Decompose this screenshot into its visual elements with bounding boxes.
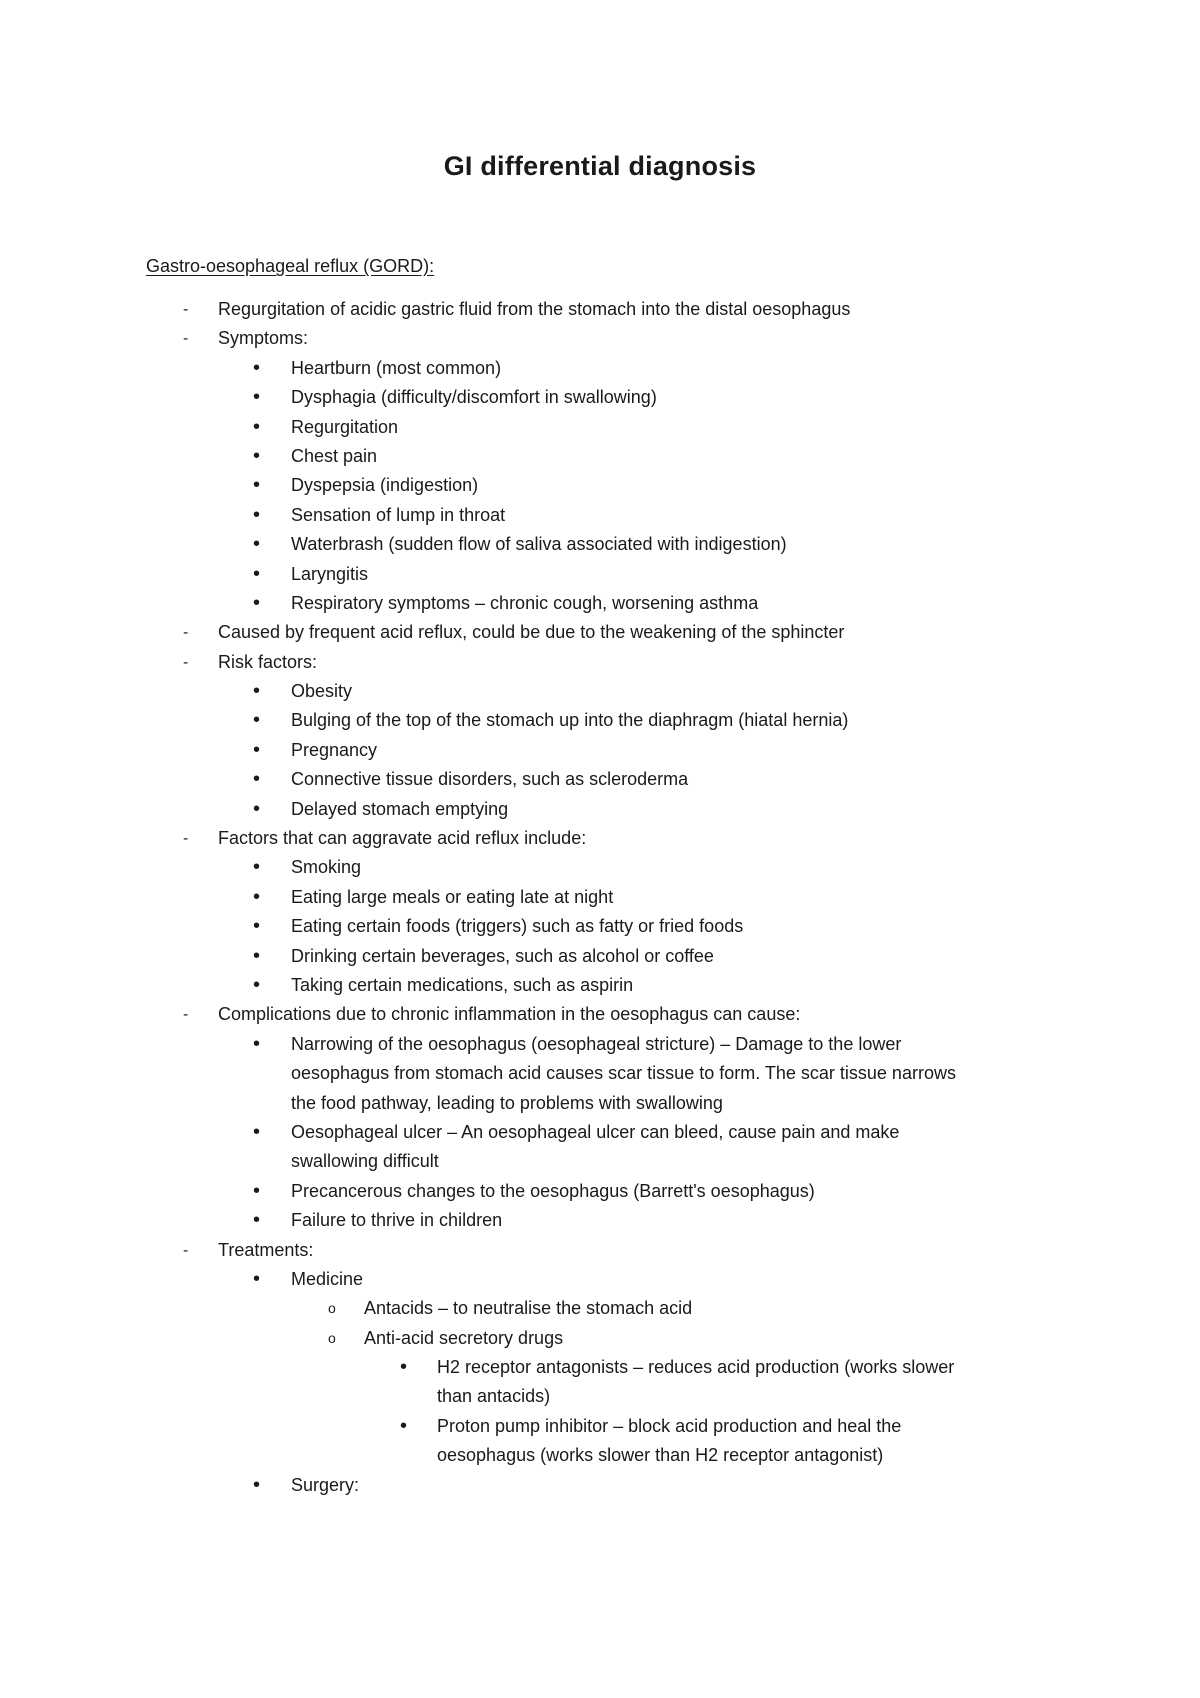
list-item-text: Connective tissue disorders, such as scleroderma: [291, 769, 689, 790]
bullet-marker: •: [253, 738, 261, 761]
page-title: GI differential diagnosis: [443, 151, 757, 181]
list-item-text: Bulging of the top of the stomach up into the diaphragm (hiatal hernia): [291, 710, 849, 731]
list-item: [0, 1236, 1200, 1265]
dash-marker: -: [183, 624, 189, 642]
list-item: [0, 1118, 1200, 1147]
dash-marker: -: [183, 301, 189, 318]
list-item-text: Sensation of lump in throat: [291, 504, 506, 525]
list-item-text: Narrowing of the oesophagus (oesophageal stricture) – Damage to the lower: [291, 1033, 902, 1054]
bullet-marker: •: [253, 386, 261, 409]
list-item-continuation: [0, 1089, 1200, 1118]
list-item-text: Pregnancy: [291, 739, 378, 760]
list-item-text: Caused by frequent acid reflux, could be due to the weakening of the sphincter: [218, 622, 845, 643]
list-item: [0, 824, 1200, 853]
list-item-text: Laryngitis: [291, 563, 369, 584]
list-item: [0, 677, 1200, 706]
list-item: [0, 1324, 1200, 1353]
dash-marker: -: [183, 653, 189, 671]
list-item: [0, 383, 1200, 412]
list-item-text: Precancerous changes to the oesophagus (Barrett's oesophagus): [291, 1180, 815, 1201]
list-item: [0, 1000, 1200, 1029]
list-item-text: Smoking: [291, 857, 362, 878]
bullet-marker: •: [253, 474, 261, 497]
list-item: [0, 1206, 1200, 1235]
list-item: [0, 589, 1200, 618]
list-item-text: Eating large meals or eating late at night: [291, 886, 614, 907]
section-heading: Gastro-oesophageal reflux (GORD):: [146, 256, 435, 276]
bullet-marker: •: [253, 503, 261, 526]
list-item-text: Medicine: [291, 1268, 364, 1289]
bullet-marker: •: [253, 562, 261, 585]
bullet-marker: •: [253, 973, 261, 996]
list-item-text: Factors that can aggravate acid reflux include:: [218, 828, 587, 849]
list-item: [0, 1294, 1200, 1323]
list-item-text: Antacids – to neutralise the stomach acid: [364, 1298, 693, 1319]
list-item: [0, 942, 1200, 971]
dash-marker: -: [183, 1006, 189, 1024]
list-item: [0, 912, 1200, 941]
circle-marker: o: [328, 1300, 336, 1317]
list-item-text: Drinking certain beverages, such as alcohol or coffee: [291, 945, 714, 966]
list-item-text: Surgery:: [291, 1474, 360, 1495]
dash-marker: -: [183, 1241, 189, 1259]
list-item-text: Eating certain foods (triggers) such as fatty or fried foods: [291, 916, 744, 937]
list-item: [0, 736, 1200, 765]
list-item: [0, 295, 1200, 324]
bullet-marker: •: [253, 591, 261, 614]
list-item-text: Respiratory symptoms – chronic cough, worsening asthma: [291, 592, 759, 613]
bullet-marker: •: [253, 1209, 261, 1232]
list-item-text: Regurgitation: [291, 416, 399, 437]
bullet-marker: •: [253, 1032, 261, 1055]
list-item-text: Complications due to chronic inflammation in the oesophagus can cause:: [218, 1004, 801, 1025]
list-item-text: Oesophageal ulcer – An oesophageal ulcer can bleed, cause pain and make: [291, 1121, 900, 1142]
content-list: [0, 295, 1200, 1500]
bullet-marker: •: [253, 709, 261, 732]
list-item: [0, 706, 1200, 735]
list-item-continuation: [0, 1382, 1200, 1411]
list-item-text: Anti-acid secretory drugs: [364, 1327, 564, 1348]
list-item-text: the food pathway, leading to problems with swallowing: [291, 1092, 723, 1113]
list-item-text: oesophagus from stomach acid causes scar tissue to form. The scar tissue narrows: [291, 1063, 956, 1084]
list-item-text: Dyspepsia (indigestion): [291, 475, 479, 496]
bullet-marker: •: [253, 1120, 261, 1143]
list-item: [0, 324, 1200, 353]
list-item: [0, 413, 1200, 442]
list-item: [0, 648, 1200, 677]
list-item-text: Regurgitation of acidic gastric fluid from the stomach into the distal oesophagus: [218, 299, 851, 319]
list-item-text: oesophagus (works slower than H2 receptor antagonist): [437, 1445, 884, 1466]
bullet-marker: •: [253, 444, 261, 467]
list-item-text: Heartburn (most common): [291, 357, 502, 378]
list-item: [0, 883, 1200, 912]
list-item: [0, 1265, 1200, 1294]
bullet-marker: •: [253, 356, 261, 379]
bullet-marker: •: [253, 768, 261, 791]
list-item-continuation: [0, 1147, 1200, 1176]
list-item: [0, 471, 1200, 500]
list-item: [0, 618, 1200, 647]
list-item: [0, 560, 1200, 589]
dash-marker: -: [183, 330, 189, 348]
bullet-marker: •: [253, 944, 261, 967]
list-item-text: H2 receptor antagonists – reduces acid production (works slower: [437, 1357, 955, 1378]
list-item-continuation: [0, 1059, 1200, 1088]
list-item: [0, 1471, 1200, 1500]
bullet-marker: •: [253, 415, 261, 438]
bullet-marker: •: [253, 1179, 261, 1202]
bullet-marker: •: [253, 1267, 261, 1290]
list-item: [0, 354, 1200, 383]
bullet-marker: •: [400, 1414, 408, 1437]
list-item-text: swallowing difficult: [291, 1151, 439, 1172]
bullet-marker: •: [253, 856, 261, 879]
bullet-marker: •: [253, 797, 261, 820]
bullet-marker: •: [253, 1473, 261, 1496]
list-item: [0, 971, 1200, 1000]
list-item: [0, 795, 1200, 824]
list-item: [0, 765, 1200, 794]
bullet-marker: •: [253, 915, 261, 938]
list-item: [0, 1353, 1200, 1382]
list-item-text: Obesity: [291, 681, 353, 702]
list-item-text: Delayed stomach emptying: [291, 798, 509, 819]
list-item: [0, 1412, 1200, 1441]
list-item: [0, 501, 1200, 530]
list-item-text: than antacids): [437, 1386, 551, 1407]
list-item-text: Dysphagia (difficulty/discomfort in swallowing): [291, 387, 657, 408]
list-item-text: Proton pump inhibitor – block acid production and heal the: [437, 1415, 902, 1436]
list-item: [0, 853, 1200, 882]
bullet-marker: •: [253, 680, 261, 703]
circle-marker: o: [328, 1329, 336, 1346]
list-item: [0, 442, 1200, 471]
list-item-text: Treatments:: [218, 1239, 314, 1260]
list-item-text: Chest pain: [291, 445, 378, 466]
list-item-text: Failure to thrive in children: [291, 1210, 503, 1231]
dash-marker: -: [183, 830, 189, 848]
bullet-marker: •: [253, 885, 261, 908]
list-item-continuation: [0, 1441, 1200, 1470]
list-item: [0, 1030, 1200, 1059]
bullet-marker: •: [400, 1356, 408, 1379]
list-item-text: Taking certain medications, such as aspirin: [291, 974, 634, 995]
list-item: [0, 530, 1200, 559]
list-item-text: Risk factors:: [218, 651, 318, 672]
list-item: [0, 1177, 1200, 1206]
list-item-text: Symptoms:: [218, 328, 309, 349]
list-item-text: Waterbrash (sudden flow of saliva associated with indigestion): [291, 534, 787, 555]
bullet-marker: •: [253, 533, 261, 556]
